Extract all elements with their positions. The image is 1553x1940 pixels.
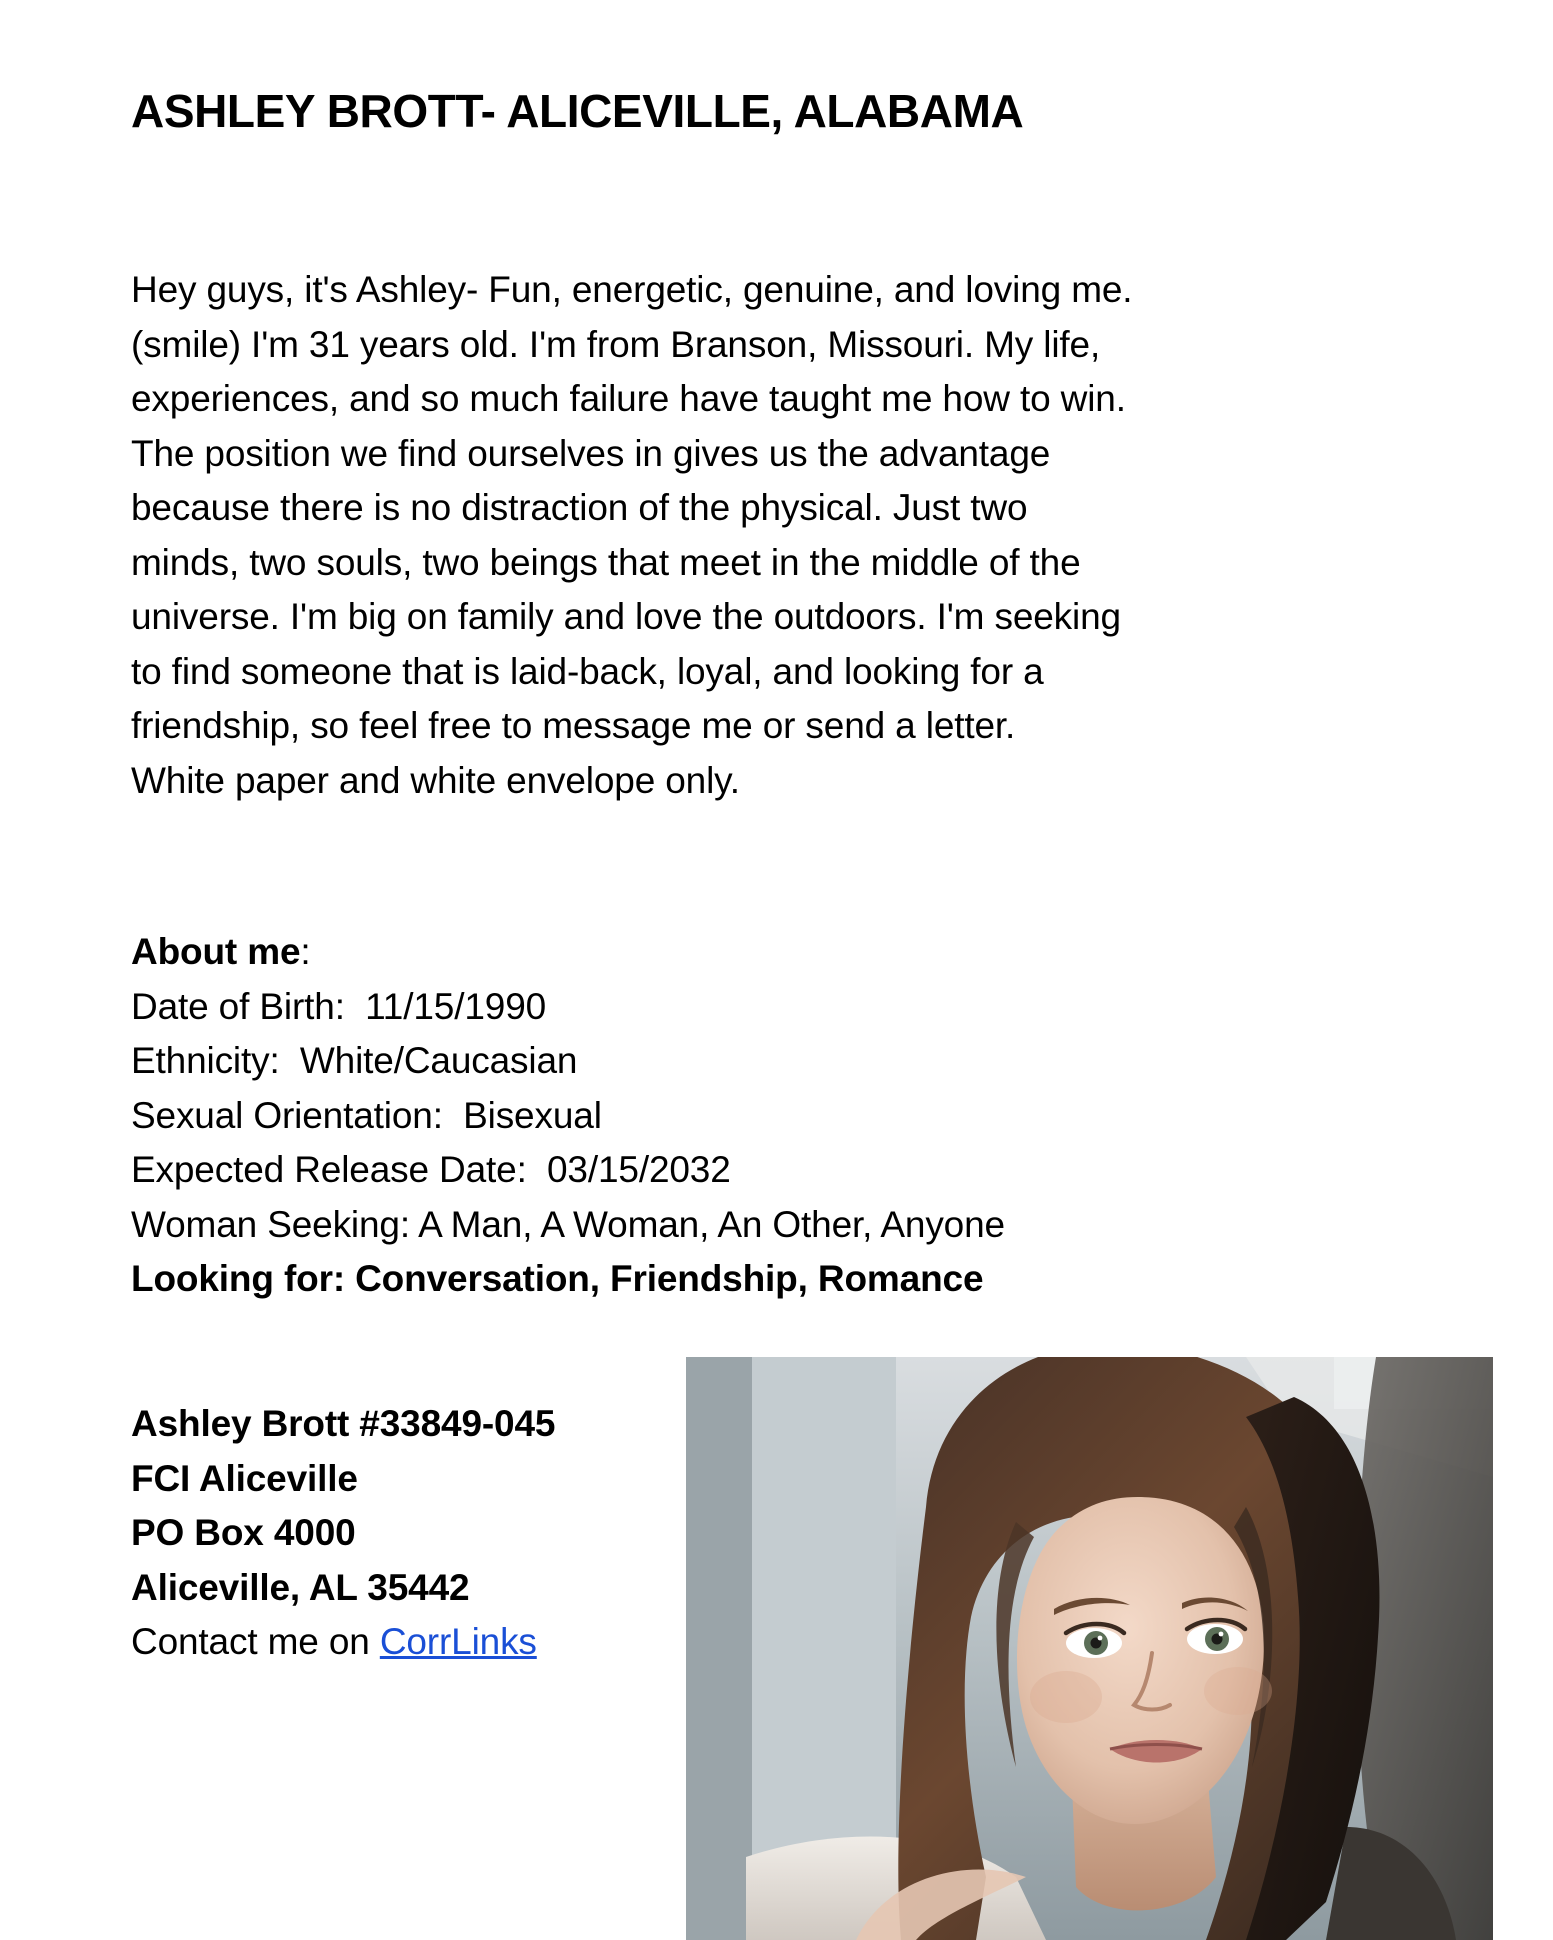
intro-line: to find someone that is laid-back, loyal, and looking for a — [131, 650, 1044, 692]
about-row-label: Expected Release Date: — [131, 1149, 527, 1190]
intro-line: because there is no distraction of the physical. Just two — [131, 487, 1028, 528]
about-row-ethnicity — [131, 1034, 1381, 1089]
mailing-address-block — [131, 1397, 751, 1670]
corrlinks-link[interactable]: CorrLinks — [379, 1621, 537, 1662]
intro-line: minds, two souls, two beings that meet in the middle of the — [131, 541, 1081, 583]
address-name-line: Ashley Brott #33849-045 — [131, 1403, 556, 1444]
about-row-value: 11/15/1990 — [365, 985, 547, 1027]
about-row-value: White/Caucasian — [299, 1040, 578, 1081]
about-row-woman-seeking: Woman Seeking: A Man, A Woman, An Other, Anyone — [131, 1203, 1005, 1245]
intro-line: experiences, and so much failure have taught me how to win. — [131, 378, 1126, 419]
intro-paragraph — [131, 263, 1381, 808]
about-row-sep — [443, 1095, 463, 1136]
page-title: ASHLEY BROTT- ALICEVILLE, ALABAMA — [131, 84, 1024, 137]
about-row-value: 03/15/2032 — [546, 1149, 731, 1190]
about-me-section — [131, 925, 1381, 1307]
about-row-expected-release-date — [131, 1143, 1381, 1198]
about-me-heading-label: About me — [131, 931, 301, 972]
address-city-state-zip-line: Aliceville, AL 35442 — [131, 1566, 470, 1608]
intro-line: (smile) I'm 31 years old. I'm from Branson, Missouri. My life, — [131, 323, 1101, 365]
profile-photo — [686, 1357, 1493, 1940]
about-me-heading-colon: : — [300, 931, 311, 972]
about-row-sexual-orientation — [131, 1089, 1381, 1144]
about-row-label: Sexual Orientation: — [131, 1094, 443, 1136]
intro-line: Hey guys, it's Ashley- Fun, energetic, genuine, and loving me. — [131, 269, 1133, 310]
contact-prefix-label: Contact me on — [131, 1621, 380, 1662]
about-row-date-of-birth — [131, 980, 1381, 1035]
about-row-value: Bisexual — [463, 1094, 602, 1136]
profile-photo-image — [686, 1357, 1493, 1940]
about-row-label: Date of Birth: — [131, 985, 345, 1027]
contact-line — [131, 1615, 751, 1670]
about-row-sep — [345, 986, 365, 1027]
address-po-box-line: PO Box 4000 — [131, 1512, 356, 1553]
intro-line: universe. I'm big on family and love the outdoors. I'm seeking — [131, 596, 1121, 637]
about-row-looking-for: Looking for: Conversation, Friendship, Romance — [131, 1258, 984, 1299]
intro-line: The position we find ourselves in gives us the advantage — [131, 432, 1051, 474]
about-row-sep — [527, 1149, 547, 1190]
about-row-label: Ethnicity: — [131, 1040, 280, 1081]
about-me-heading — [131, 925, 1381, 980]
intro-line: White paper and white envelope only. — [131, 759, 740, 801]
address-facility-line: FCI Aliceville — [131, 1457, 358, 1499]
intro-line: friendship, so feel free to message me or send a letter. — [131, 705, 1016, 746]
about-row-sep — [280, 1040, 300, 1081]
